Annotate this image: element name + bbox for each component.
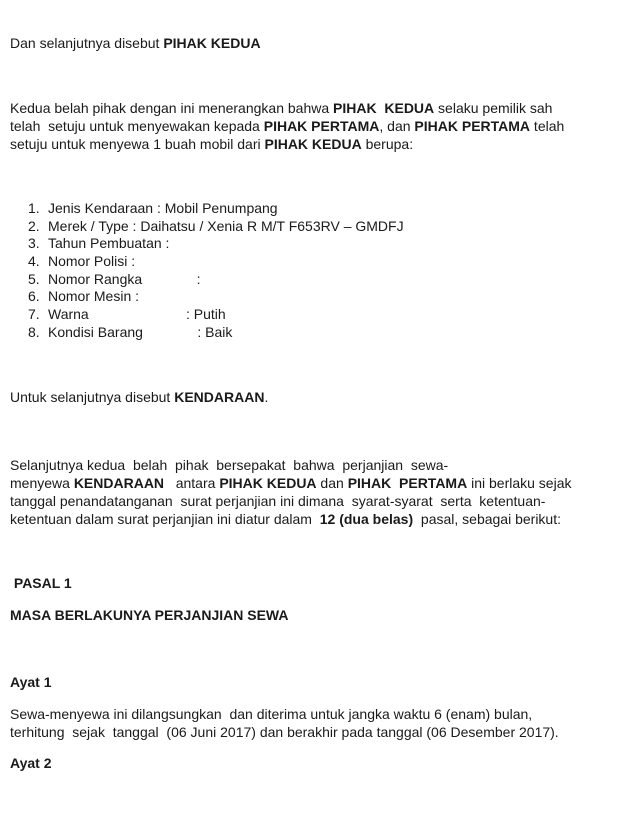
list-number: 6. xyxy=(28,288,40,305)
bold-span: PIHAK KEDUA xyxy=(264,136,362,152)
list-text: Jenis Kendaraan : Mobil Penumpang xyxy=(48,200,278,216)
text-span: pasal, sebagai berikut: xyxy=(413,511,561,527)
list-item xyxy=(28,271,404,289)
list-text: Nomor Polisi : xyxy=(48,253,136,270)
bold-span: PIHAK KEDUA xyxy=(333,100,435,116)
list-text: Kondisi Barang : Baik xyxy=(48,323,233,340)
list-text: Merek / Type : Daihatsu / Xenia R M/T F653RV – GMDFJ xyxy=(48,217,404,234)
list-number: 2. xyxy=(28,217,40,234)
paragraph-1-line-3 xyxy=(10,135,630,153)
ayat-1-heading: Ayat 1 xyxy=(10,674,52,690)
list-item xyxy=(28,306,404,324)
paragraph-2 xyxy=(10,456,630,528)
paragraph-1-line-2 xyxy=(10,117,630,135)
list-number: 7. xyxy=(28,306,40,323)
list-text: Warna : Putih xyxy=(48,306,226,323)
kendaraan-line xyxy=(10,388,630,406)
text-span: , dan xyxy=(379,118,415,134)
paragraph-2-line-3: tanggal penandatanganan surat perjanjian ini dimana syarat-syarat serta ketentuan- xyxy=(10,493,546,509)
list-number: 3. xyxy=(28,235,40,252)
kendaraan-text: Untuk selanjutnya disebut xyxy=(10,389,175,405)
text-span: selaku pemilik sah xyxy=(434,100,553,116)
paragraph-1-line-1 xyxy=(10,99,630,117)
ayat-1-title xyxy=(10,673,630,691)
text-span: ketentuan dalam surat perjanjian ini diatur dalam xyxy=(10,511,320,527)
bold-span: 12 (dua belas) xyxy=(319,511,414,527)
paragraph-2-line-2 xyxy=(10,474,630,492)
paragraph-1 xyxy=(10,99,630,153)
ayat-1-body xyxy=(10,705,630,741)
list-number: 1. xyxy=(28,200,40,216)
text-span: setuju untuk menyewa 1 buah mobil dari xyxy=(10,136,265,152)
text-span: antara xyxy=(164,475,220,491)
intro-text: Dan selanjutnya disebut xyxy=(10,35,164,51)
intro-line xyxy=(10,34,630,52)
text-span: Kedua belah pihak dengan ini menerangkan bahwa xyxy=(10,100,334,116)
list-text: Nomor Rangka : xyxy=(48,270,201,287)
text-span: ini berlaku sejak xyxy=(467,475,572,491)
list-item xyxy=(28,235,404,253)
paragraph-2-line-4 xyxy=(10,510,630,528)
ayat-2-title xyxy=(10,754,630,772)
list-number: 4. xyxy=(28,253,40,270)
pasal-heading: PASAL 1 xyxy=(10,575,72,591)
bold-span: PIHAK PERTAMA xyxy=(347,475,468,491)
pasal-subtitle xyxy=(10,606,630,624)
kendaraan-end: . xyxy=(264,389,269,405)
vehicle-spec-list xyxy=(28,200,404,342)
text-span: dan xyxy=(316,475,348,491)
list-text: Tahun Pembuatan : xyxy=(48,235,170,252)
list-text: Nomor Mesin : xyxy=(48,288,140,305)
list-item xyxy=(28,288,404,306)
list-item xyxy=(28,200,404,218)
ayat-2-heading: Ayat 2 xyxy=(10,755,52,771)
list-item xyxy=(28,253,404,271)
list-number: 8. xyxy=(28,323,40,340)
list-item xyxy=(28,324,404,342)
list-number: 5. xyxy=(28,270,40,287)
pasal-title xyxy=(10,574,630,592)
bold-span: PIHAK PERTAMA xyxy=(263,118,380,134)
text-span: berupa: xyxy=(361,136,414,152)
pasal-subheading: MASA BERLAKUNYA PERJANJIAN SEWA xyxy=(10,607,289,623)
bold-span: PIHAK KEDUA xyxy=(219,475,317,491)
paragraph-2-line-1: Selanjutnya kedua belah pihak bersepakat bahwa perjanjian sewa- xyxy=(10,457,449,473)
text-span: telah setuju untuk menyewakan kepada xyxy=(10,118,264,134)
ayat-1-line-1: Sewa-menyewa ini dilangsungkan dan diterima untuk jangka waktu 6 (enam) bulan, xyxy=(10,706,533,722)
intro-bold: PIHAK KEDUA xyxy=(163,35,261,51)
bold-span: KENDARAAN xyxy=(73,475,165,491)
text-span: menyewa xyxy=(10,475,74,491)
ayat-1-line-2: terhitung sejak tanggal (06 Juni 2017) dan berakhir pada tanggal (06 Desember 2017). xyxy=(10,724,559,740)
kendaraan-bold: KENDARAAN xyxy=(174,389,265,405)
bold-span: PIHAK PERTAMA xyxy=(414,118,531,134)
list-item xyxy=(28,218,404,236)
text-span: telah xyxy=(530,118,565,134)
